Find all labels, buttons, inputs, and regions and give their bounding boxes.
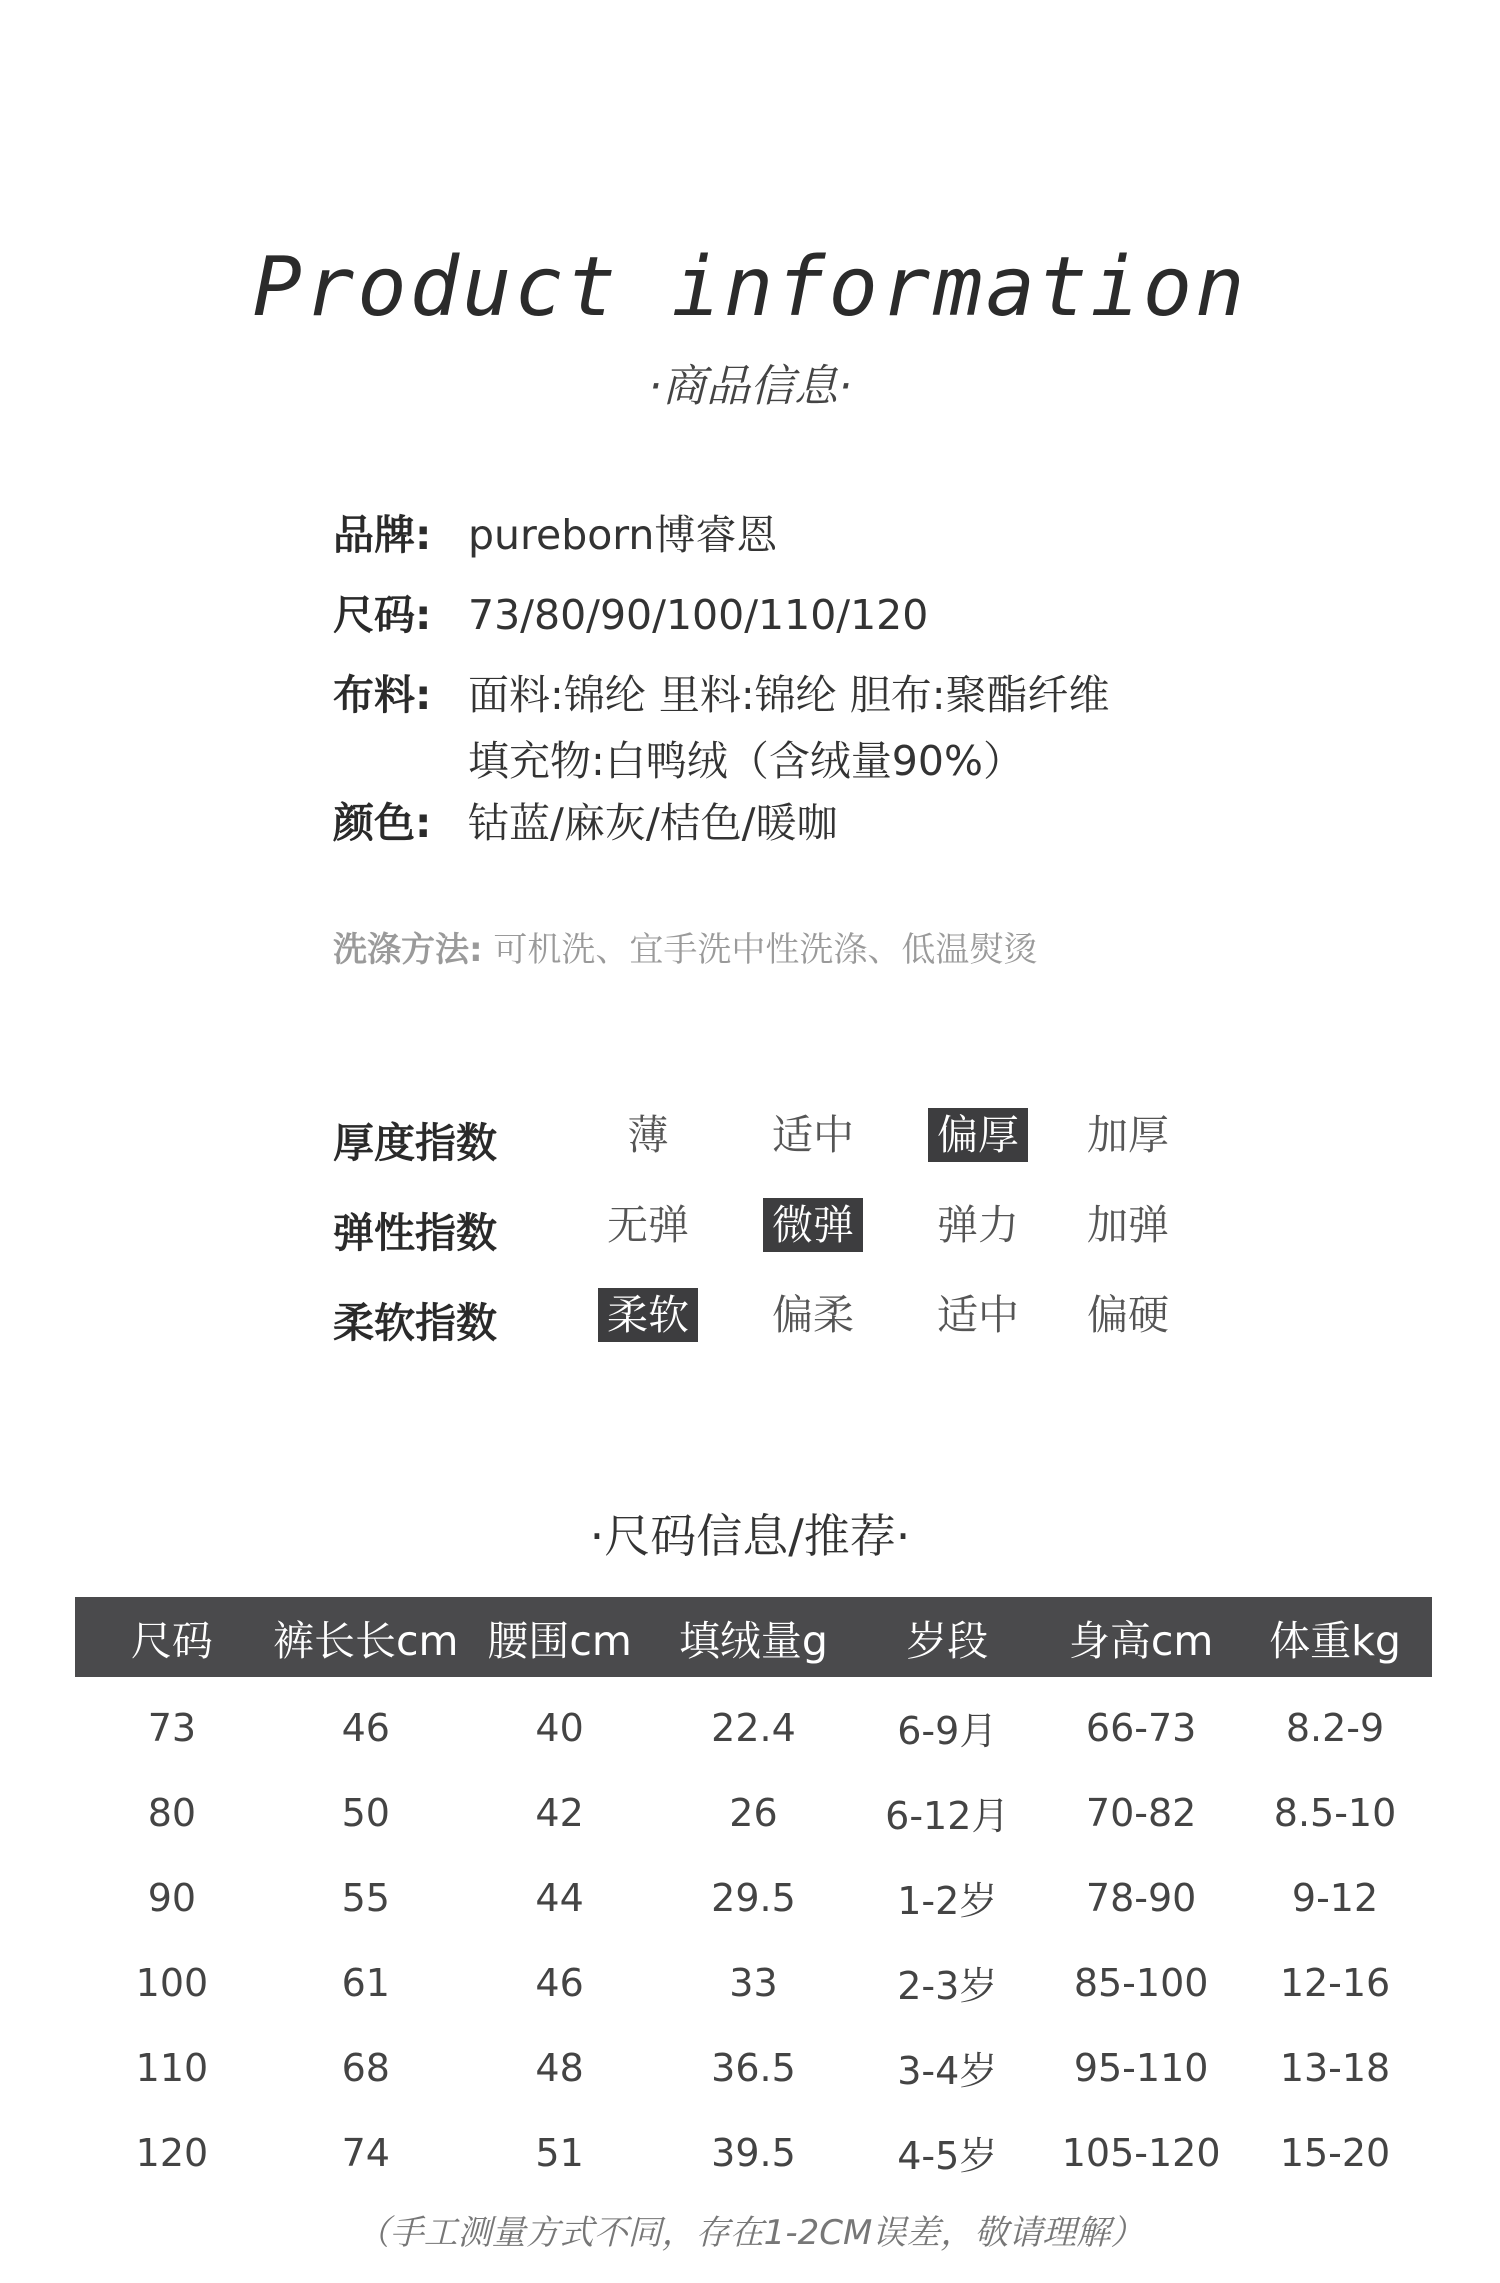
table-cell: 40 [535,1705,584,1750]
table-cell: 61 [341,1960,390,2005]
table-cell: 73 [147,1705,197,1750]
table-cell: 90 [147,1875,197,1920]
size-label: 尺码: [333,591,432,639]
table-cell: 74 [341,2130,390,2175]
page-subtitle: ·商品信息· [648,361,852,412]
table-cell: 2-3岁 [897,1964,998,2008]
size-value: 73/80/90/100/110/120 [468,591,929,639]
wash-value: 可机洗、宜手洗中性洗涤、低温熨烫 [493,930,1038,970]
table-row [75,1770,1432,1855]
table-cell: 50 [341,1790,390,1835]
table-row [75,1940,1432,2025]
index-option: 适中 [937,1291,1019,1339]
table-header-cell: 裤长长cm [269,1597,463,1677]
size-table [75,1597,1432,2195]
index-option: 加弹 [1087,1201,1169,1249]
table-cell: 70-82 [1085,1790,1197,1835]
table-header-row [75,1597,1432,1677]
fabric-value-line2: 填充物:白鸭绒（含绒量90%） [468,737,1024,785]
table-cell: 36.5 [711,2045,796,2090]
index-option: 薄 [627,1111,669,1159]
fabric-value-line1: 面料:锦纶 里料:锦纶 胆布:聚酯纤维 [468,671,1110,719]
table-cell: 12-16 [1279,1960,1391,2005]
brand-label: 品牌: [333,511,432,559]
fabric-row [333,670,1110,798]
table-cell: 105-120 [1061,2130,1221,2175]
table-cell: 9-12 [1291,1875,1379,1920]
table-cell: 6-9月 [897,1709,998,1753]
table-cell: 4-5岁 [897,2134,998,2178]
table-cell: 55 [341,1875,390,1920]
table-cell: 68 [341,2045,390,2090]
index-option-selected: 微弹 [763,1198,863,1252]
table-cell: 33 [729,1960,778,2005]
table-cell: 29.5 [711,1875,796,1920]
size-section-title: ·尺码信息/推荐· [589,1509,911,1563]
table-cell: 48 [535,2045,584,2090]
table-cell: 44 [535,1875,584,1920]
fabric-indices [333,1110,1233,1380]
color-value: 钴蓝/麻灰/桔色/暖咖 [468,799,838,847]
table-cell: 110 [135,2045,209,2090]
fabric-label: 布料: [333,671,432,719]
table-row [75,2025,1432,2110]
table-cell: 26 [729,1790,778,1835]
index-row-thickness [333,1110,1233,1200]
index-row-softness [333,1290,1233,1380]
table-row [75,2110,1432,2195]
table-cell: 85-100 [1073,1960,1209,2005]
table-cell: 3-4岁 [897,2049,998,2093]
table-cell: 80 [147,1790,197,1835]
table-cell: 66-73 [1085,1705,1197,1750]
table-cell: 120 [135,2130,209,2175]
table-cell: 46 [535,1960,584,2005]
table-header-cell: 填绒量g [657,1597,851,1677]
size-row [333,590,1110,670]
table-cell: 39.5 [711,2130,796,2175]
measurement-note: （手工测量方式不同，存在1-2CM误差，敬请理解） [355,2213,1145,2253]
table-row [75,1677,1432,1770]
table-cell: 8.5-10 [1273,1790,1397,1835]
index-label: 弹性指数 [333,1209,497,1257]
index-option-selected: 柔软 [598,1288,698,1342]
index-label: 柔软指数 [333,1299,497,1347]
table-cell: 100 [135,1960,209,2005]
table-header-cell: 体重kg [1238,1597,1432,1677]
table-cell: 6-12月 [885,1794,1010,1838]
index-option: 加厚 [1087,1111,1169,1159]
table-cell: 51 [535,2130,584,2175]
table-cell: 1-2岁 [897,1879,998,1923]
table-cell: 42 [535,1790,584,1835]
index-option-selected: 偏厚 [928,1108,1028,1162]
color-label: 颜色: [333,799,432,847]
index-option: 弹力 [937,1201,1019,1249]
table-header-cell: 腰围cm [463,1597,657,1677]
table-cell: 78-90 [1085,1875,1197,1920]
table-cell: 22.4 [711,1705,796,1750]
index-option: 无弹 [607,1201,689,1249]
index-option: 偏柔 [772,1291,854,1339]
table-row [75,1855,1432,1940]
page-title: Product information [252,240,1248,335]
table-cell: 46 [341,1705,390,1750]
brand-row [333,510,1110,590]
table-cell: 8.2-9 [1285,1705,1385,1750]
color-row [333,798,1110,878]
table-header-cell: 岁段 [850,1597,1044,1677]
index-label: 厚度指数 [333,1119,497,1167]
wash-instructions [333,922,1037,971]
product-info-list [333,510,1110,878]
index-option: 偏硬 [1087,1291,1169,1339]
table-header-cell: 身高cm [1044,1597,1238,1677]
index-option: 适中 [772,1111,854,1159]
table-cell: 13-18 [1279,2045,1391,2090]
table-cell: 15-20 [1279,2130,1391,2175]
table-cell: 95-110 [1073,2045,1209,2090]
brand-value: pureborn博睿恩 [468,511,778,559]
index-row-elasticity [333,1200,1233,1290]
wash-label: 洗涤方法: [333,930,483,970]
table-header-cell: 尺码 [75,1597,269,1677]
